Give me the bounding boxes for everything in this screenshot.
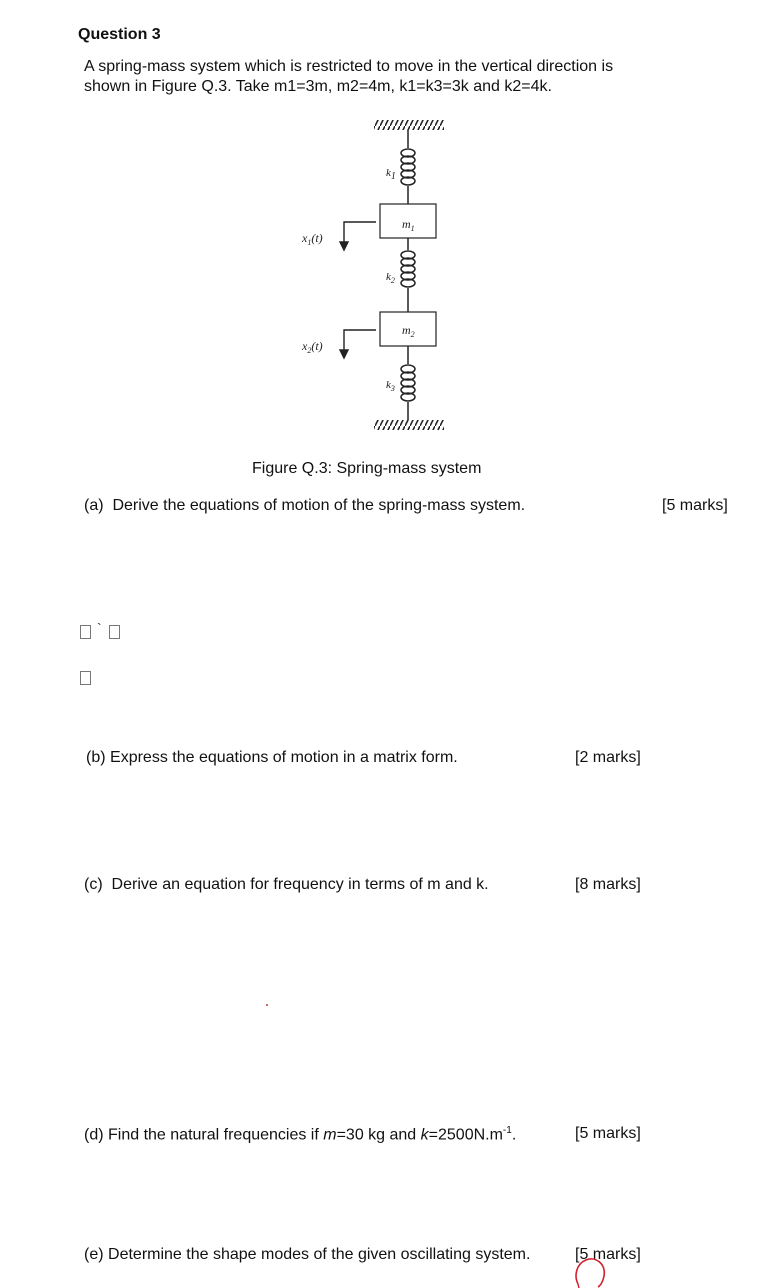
part-d-text-end: . (511, 1126, 517, 1144)
placeholder-glyph-box (109, 625, 120, 639)
label-x2: $x_2(t)$ (302, 339, 323, 355)
part-d-label: (d) (84, 1126, 104, 1144)
stray-backtick: ` (97, 620, 102, 636)
spring-mass-figure (300, 116, 450, 436)
part-d-text-mid1: =30 kg and (336, 1126, 421, 1144)
stray-dot (266, 1004, 268, 1006)
placeholder-glyph-box (80, 625, 91, 639)
intro-line-2: shown in Figure Q.3. Take m1=3m, m2=4m, k1=k3=3k and k2=4k. (84, 78, 552, 95)
part-c-text: Derive an equation for frequency in terms of m and k. (111, 876, 489, 893)
label-k2: $k_2$ (386, 271, 395, 285)
label-k1: k1 (386, 167, 396, 182)
part-d-marks: [5 marks] (575, 1125, 641, 1142)
part-a-text: Derive the equations of motion of the spring-mass system. (112, 497, 526, 514)
label-m1: $m_1$ (402, 217, 415, 233)
bottom-ground (374, 420, 444, 430)
part-e-question (84, 1246, 530, 1264)
part-c-label: (c) (84, 876, 103, 893)
question-intro (84, 57, 674, 97)
figure-caption: Figure Q.3: Spring-mass system (252, 460, 482, 477)
part-a-label: (a) (84, 497, 104, 514)
intro-line-1: A spring-mass system which is restricted to move in the vertical direction is (84, 58, 614, 75)
part-b-question (86, 749, 458, 767)
question-heading: Question 3 (78, 26, 161, 43)
red-pen-annotation (572, 1254, 608, 1288)
part-e-marks: [5 marks] (575, 1246, 641, 1263)
part-c-marks: [8 marks] (575, 876, 641, 893)
x1-arrow (340, 222, 376, 250)
spring-k3 (401, 346, 415, 420)
part-d-text-mid2: =2500N.m (428, 1126, 503, 1144)
label-k3: $k_3$ (386, 379, 395, 393)
part-b-marks: [2 marks] (575, 749, 641, 766)
top-ground (374, 120, 444, 130)
part-b-label: (b) (86, 749, 106, 766)
part-d-text-pre: Find the natural frequencies if (108, 1126, 324, 1144)
part-a-question (84, 497, 525, 515)
part-d-m-var: m (323, 1126, 337, 1144)
part-e-text: Determine the shape modes of the given oscillating system. (108, 1246, 531, 1263)
part-d-k-var: k (420, 1126, 429, 1144)
x2-arrow (340, 330, 376, 358)
part-c-question (84, 876, 489, 894)
part-d-exponent: -1 (502, 1125, 512, 1136)
part-e-label: (e) (84, 1246, 104, 1263)
spring-k2 (401, 238, 415, 312)
part-a-marks: [5 marks] (662, 497, 728, 514)
label-x1: $x_1(t)$ (302, 231, 323, 247)
part-b-text: Express the equations of motion in a matrix form. (110, 749, 458, 766)
label-m2: $m_2$ (402, 323, 415, 339)
spring-k1 (401, 130, 415, 204)
part-d-question (84, 1125, 516, 1144)
placeholder-glyph-box (80, 671, 91, 685)
